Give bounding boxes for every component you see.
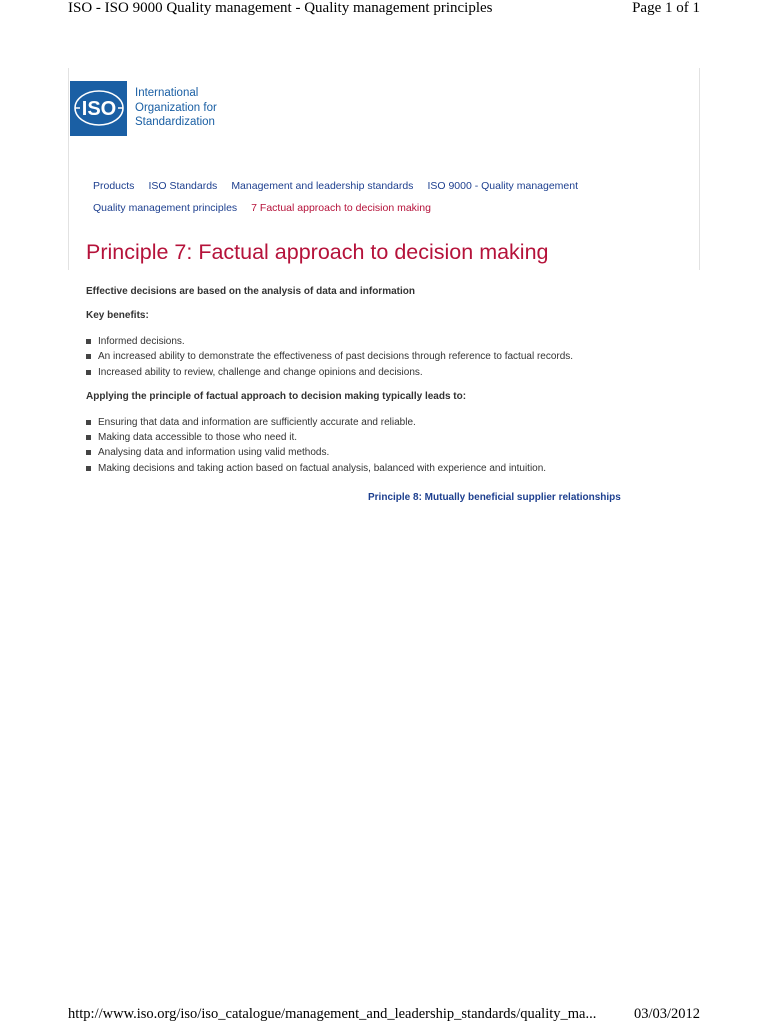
bullet-square-icon (86, 354, 91, 359)
breadcrumb-current: 7 Factual approach to decision making (251, 202, 431, 214)
list-item-text: Making decisions and taking action based on factual analysis, balanced with experience and intuition. (98, 462, 547, 474)
iso-logo-icon (73, 88, 125, 128)
bullet-square-icon (86, 466, 91, 471)
breadcrumb-management-leadership[interactable]: Management and leadership standards (231, 180, 414, 192)
print-footer (68, 1006, 700, 1024)
breadcrumb-products[interactable]: Products (93, 180, 135, 192)
benefits-list (86, 334, 686, 380)
print-footer-date: 03/03/2012 (633, 1006, 700, 1022)
page-title: Principle 7: Factual approach to decision making (86, 240, 549, 264)
applying-heading: Applying the principle of factual approach to decision making typically leads to: (86, 390, 467, 402)
breadcrumb-row (93, 200, 673, 222)
list-item (86, 334, 686, 349)
intro-text: Effective decisions are based on the analysis of data and information (86, 286, 415, 297)
bullet-square-icon (86, 339, 91, 344)
print-footer-url: http://www.iso.org/iso/iso_catalogue/management_and_leadership_standards/quality_ma... (68, 1006, 597, 1022)
breadcrumb (93, 178, 673, 222)
list-item-text: Making data accessible to those who need it. (98, 432, 298, 444)
list-item-text: Increased ability to review, challenge and change opinions and decisions. (98, 366, 423, 378)
list-item-text: Ensuring that data and information are sufficiently accurate and reliable. (98, 416, 416, 428)
list-item-text: Informed decisions. (98, 336, 185, 347)
bullet-square-icon (86, 370, 91, 375)
iso-logo-mark (70, 81, 127, 136)
iso-logo[interactable] (70, 80, 217, 136)
print-header (68, 0, 700, 20)
bullet-square-icon (86, 435, 91, 440)
list-item (86, 349, 686, 364)
main-content (86, 286, 686, 476)
breadcrumb-row (93, 178, 673, 200)
benefits-heading: Key benefits: (86, 310, 149, 321)
print-header-title: ISO - ISO 9000 Quality management - Quality management principles (68, 0, 493, 16)
iso-logo-mark-text: ISO (81, 98, 116, 120)
list-item (86, 365, 686, 380)
breadcrumb-iso-standards[interactable]: ISO Standards (148, 180, 218, 192)
list-item (86, 461, 686, 476)
logo-line: International (135, 87, 199, 100)
applying-list (86, 415, 686, 476)
logo-line: Standardization (135, 116, 215, 129)
list-item (86, 430, 686, 445)
bullet-square-icon (86, 420, 91, 425)
next-principle-link[interactable]: Principle 8: Mutually beneficial supplier relationships (368, 492, 621, 503)
list-item-text: An increased ability to demonstrate the effectiveness of past decisions through reference to factual records. (98, 351, 574, 363)
print-page-number: Page 1 of 1 (632, 0, 700, 16)
breadcrumb-iso-9000[interactable]: ISO 9000 - Quality management (427, 180, 579, 192)
list-item-text: Analysing data and information using valid methods. (98, 447, 330, 459)
list-item (86, 415, 686, 430)
breadcrumb-quality-principles[interactable]: Quality management principles (93, 202, 238, 214)
bullet-square-icon (86, 450, 91, 455)
iso-logo-text (135, 86, 217, 130)
logo-line: Organization for (135, 101, 217, 114)
list-item (86, 445, 686, 460)
